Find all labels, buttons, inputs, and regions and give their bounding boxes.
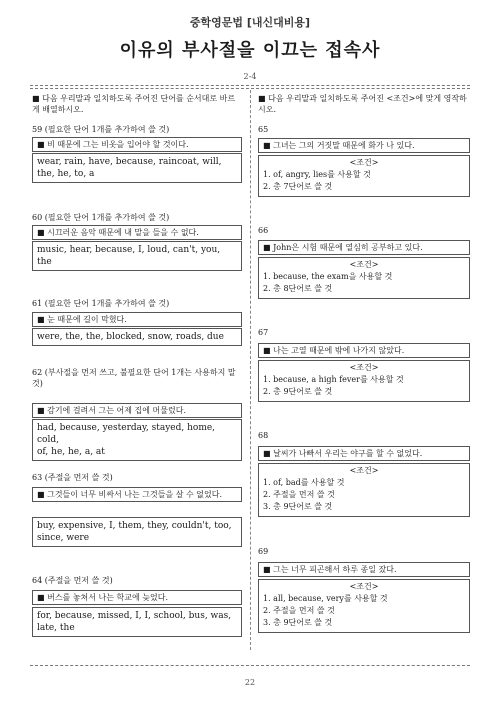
right-instruction: ■ 다음 우리말과 일치하도록 주어진 <조건>에 맞게 영작하시오.	[258, 94, 467, 114]
condition-line: 1. of, bad를 사용할 것	[263, 478, 345, 487]
condition-title: <조건>	[349, 158, 379, 167]
word-box: buy, expensive, I, them, they, couldn't, too, since, were	[32, 517, 242, 547]
page-number: 22	[244, 678, 256, 687]
hint-box: ■ 그것들이 너무 비싸서 나는 그것들을 살 수 없었다.	[32, 487, 242, 502]
question-61	[32, 298, 242, 309]
hint-box: ■ 비 때문에 그는 비옷을 입어야 할 것이다.	[32, 137, 242, 152]
question-number: 64 (주절을 먼저 쓸 것)	[32, 576, 113, 585]
question-number: 69	[258, 547, 269, 556]
condition-line: 1. because, a high fever를 사용할 것	[263, 375, 404, 384]
condition-title: <조건>	[349, 260, 379, 269]
condition-title: <조건>	[349, 466, 379, 475]
question-number: 68	[258, 431, 269, 440]
question-62	[32, 367, 242, 389]
top-divider-2	[30, 88, 470, 89]
condition-line: 2. 총 7단어로 쓸 것	[263, 182, 333, 191]
condition-line: 1. because, the exam을 사용할 것	[263, 272, 393, 281]
condition-line: 2. 주절을 먼저 쓸 것	[263, 606, 335, 615]
question-number: 60 (필요한 단어 1개를 추가하여 쓸 것)	[32, 213, 170, 222]
left-instruction: ■ 다음 우리말과 일치하도록 주어진 단어를 순서대로 바르게 배열하시오.	[32, 94, 236, 114]
book-header: 중학영문법 [내신대비용]	[189, 16, 311, 29]
condition-line: 1. of, angry, lies를 사용할 것	[263, 170, 371, 179]
hint-box: ■ 나는 고열 때문에 밖에 나가지 않았다.	[258, 343, 470, 358]
condition-line: 3. 총 9단어로 쓸 것	[263, 618, 333, 627]
condition-box	[258, 579, 470, 633]
page-title: 이유의 부사절을 이끄는 접속사	[119, 40, 381, 61]
question-63	[32, 472, 242, 483]
condition-title: <조건>	[349, 582, 379, 591]
section-number: 2-4	[243, 72, 257, 81]
hint-box: ■ 날씨가 나빠서 우리는 야구를 할 수 없었다.	[258, 446, 470, 461]
condition-line: 3. 총 9단어로 쓸 것	[263, 502, 333, 511]
condition-line: 2. 총 8단어로 쓸 것	[263, 284, 333, 293]
bottom-divider	[30, 665, 470, 666]
hint-box: ■ 그는 너무 피곤해서 하루 종일 잤다.	[258, 562, 470, 577]
question-number: 62 (부사절을 먼저 쓰고, 불필요한 단어 1개는 사용하지 말 것)	[32, 368, 236, 388]
hint-box: ■ 눈 때문에 길이 막혔다.	[32, 312, 242, 327]
question-number: 65	[258, 125, 269, 134]
hint-box: ■ 그녀는 그의 거짓말 때문에 화가 나 있다.	[258, 138, 470, 153]
condition-box	[258, 155, 470, 197]
hint-box: ■ John은 시험 때문에 열심히 공부하고 있다.	[258, 240, 470, 255]
question-number: 63 (주절을 먼저 쓸 것)	[32, 473, 113, 482]
condition-line: 2. 주절을 먼저 쓸 것	[263, 490, 335, 499]
top-divider	[30, 85, 470, 86]
question-number: 67	[258, 328, 269, 337]
word-box: for, because, missed, I, I, school, bus, was, late, the	[32, 607, 242, 637]
word-box: music, hear, because, I, loud, can't, you, the	[32, 241, 242, 271]
condition-box	[258, 463, 470, 517]
question-number: 59 (필요한 단어 1개를 추가하여 쓸 것)	[32, 125, 170, 134]
condition-line: 1. all, because, very를 사용할 것	[263, 594, 388, 603]
condition-title: <조건>	[349, 363, 379, 372]
hint-box: ■ 감기에 걸려서 그는 어제 집에 머물렀다.	[32, 403, 242, 418]
question-59	[32, 124, 242, 135]
hint-box: ■ 버스를 놓쳐서 나는 학교에 늦었다.	[32, 590, 242, 605]
question-number: 61 (필요한 단어 1개를 추가하여 쓸 것)	[32, 299, 170, 308]
word-box: had, because, yesterday, stayed, home, cold, of, he, he, a, at	[32, 419, 242, 461]
question-60	[32, 212, 242, 223]
condition-box	[258, 360, 470, 402]
hint-box: ■ 시끄러운 음악 때문에 내 말을 들을 수 없다.	[32, 225, 242, 240]
word-box: wear, rain, have, because, raincoat, will, the, he, to, a	[32, 153, 242, 183]
column-divider	[250, 90, 251, 650]
condition-box	[258, 257, 470, 299]
word-box: were, the, the, blocked, snow, roads, due	[32, 328, 242, 346]
condition-line: 2. 총 9단어로 쓸 것	[263, 387, 333, 396]
question-number: 66	[258, 226, 269, 235]
question-64	[32, 575, 242, 586]
